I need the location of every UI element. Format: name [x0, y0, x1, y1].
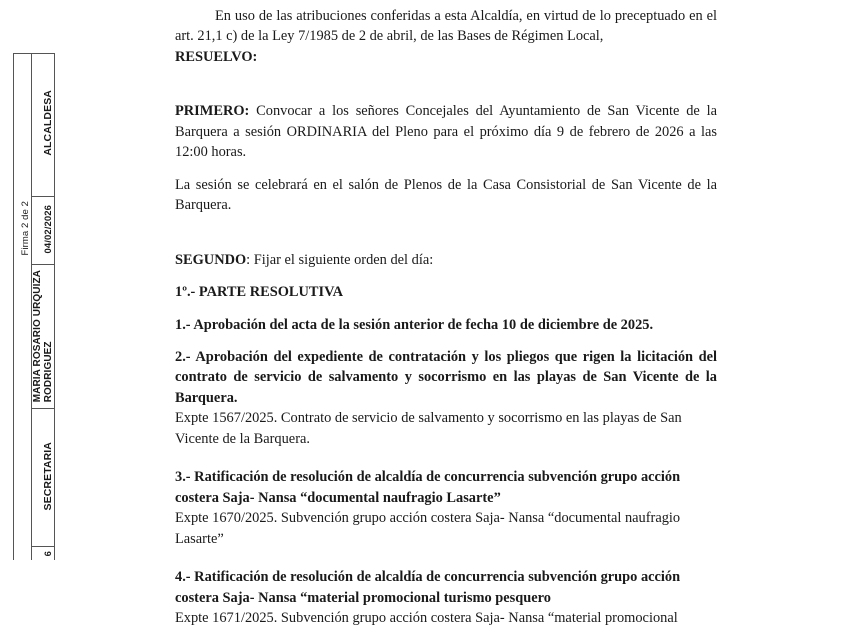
spacer-before-section-title	[175, 270, 717, 282]
signature-stamp	[13, 53, 55, 560]
agenda-item-3-title: 3.- Ratificación de resolución de alcaldía de concurrencia subvención grupo acción costera Saja- Nansa “documental naufragio Lasarte”	[175, 469, 681, 506]
signature-role-alcaldesa	[32, 54, 54, 197]
signature-name-alcaldesa	[32, 265, 54, 408]
primero-text: Convocar a los señores Concejales del Ayuntamiento de San Vicente de la Barquera a sesión ORDINARIA del Pleno para el próximo día 9 de febrero de 2026 a las 12:00 horas.	[175, 103, 717, 161]
segundo-paragraph	[175, 250, 717, 270]
primero-label: PRIMERO:	[175, 103, 250, 120]
spacer-before-item-2	[175, 335, 717, 347]
resuelvo-heading: RESUELVO:	[175, 48, 258, 65]
section-title-parte-resolutiva: 1º.- PARTE RESOLUTIVA	[175, 284, 344, 301]
spacer-before-segundo	[175, 216, 717, 250]
signature-block-alcaldesa	[32, 54, 54, 409]
signature-role-alcaldesa-label: ALCALDESA	[41, 90, 54, 157]
preamble-text: En uso de las atribuciones conferidas a esta Alcaldía, en virtud de lo preceptuado en el art. 21,1 c) de la Ley 7/1985 de 2 de abril, de las Bases de Régimen Local,	[175, 8, 717, 45]
signature-name-line-1: MARIA ROSARIO URQUIZA	[32, 269, 43, 402]
signature-firma-counter-label: Firma 2 de 2	[19, 201, 31, 256]
agenda-item-2-body: Expte 1567/2025. Contrato de servicio de salvamento y socorrismo en las playas de San Vicente de la Barquera.	[175, 410, 682, 447]
signature-role-secretaria-label: SECRETARIA	[41, 441, 54, 511]
signature-date-alcaldesa-label: 04/02/2026	[42, 205, 54, 254]
signature-date-alcaldesa	[32, 197, 54, 266]
spacer-before-item-1	[175, 303, 717, 315]
signature-date-secretaria	[32, 547, 54, 561]
signature-role-secretaria	[32, 409, 54, 547]
document-body	[175, 0, 717, 626]
agenda-item-1-title: 1.- Aprobación del acta de la sesión anterior de fecha 10 de diciembre de 2025.	[175, 316, 654, 333]
signature-date-secretaria-label: 6	[42, 550, 54, 557]
agenda-item-2-title: 2.- Aprobación del expediente de contratación y los pliegos que rigen la licitación del contrato de servicio de salvamento y socorrismo en las playas de San Vicente de la Barquera.	[175, 348, 717, 406]
spacer-before-location	[175, 163, 717, 175]
spacer-before-item-3	[175, 449, 717, 467]
signature-name-line-2: RODRIGUEZ	[42, 340, 54, 402]
signature-stamp-right-column	[32, 54, 54, 560]
primero-paragraph	[175, 101, 717, 162]
signature-stamp-left-column	[14, 54, 32, 560]
signature-block-secretaria	[32, 409, 54, 561]
segundo-text: : Fijar el siguiente orden del día:	[246, 251, 434, 268]
agenda-item-4-body: Expte 1671/2025. Subvención grupo acción costera Saja- Nansa “material promocional	[175, 609, 678, 626]
agenda-item-3-body: Expte 1670/2025. Subvención grupo acción costera Saja- Nansa “documental naufragio Lasarte”	[175, 510, 681, 547]
segundo-label: SEGUNDO	[175, 251, 247, 268]
signature-stamp-left-blank-cell	[14, 408, 31, 560]
agenda-item-4-title: 4.- Ratificación de resolución de alcaldía de concurrencia subvención grupo acción costera Saja- Nansa “material promocional turismo pesquero	[175, 569, 681, 606]
preamble-paragraph	[175, 6, 717, 47]
spacer-after-resuelvo	[175, 67, 717, 101]
signature-name-alcaldesa-lines	[32, 270, 54, 402]
signature-firma-counter-cell	[14, 54, 31, 408]
spacer-before-item-4	[175, 549, 717, 567]
session-location-paragraph: La sesión se celebrará en el salón de Plenos de la Casa Consistorial de San Vicente de la Barquera.	[175, 176, 717, 214]
